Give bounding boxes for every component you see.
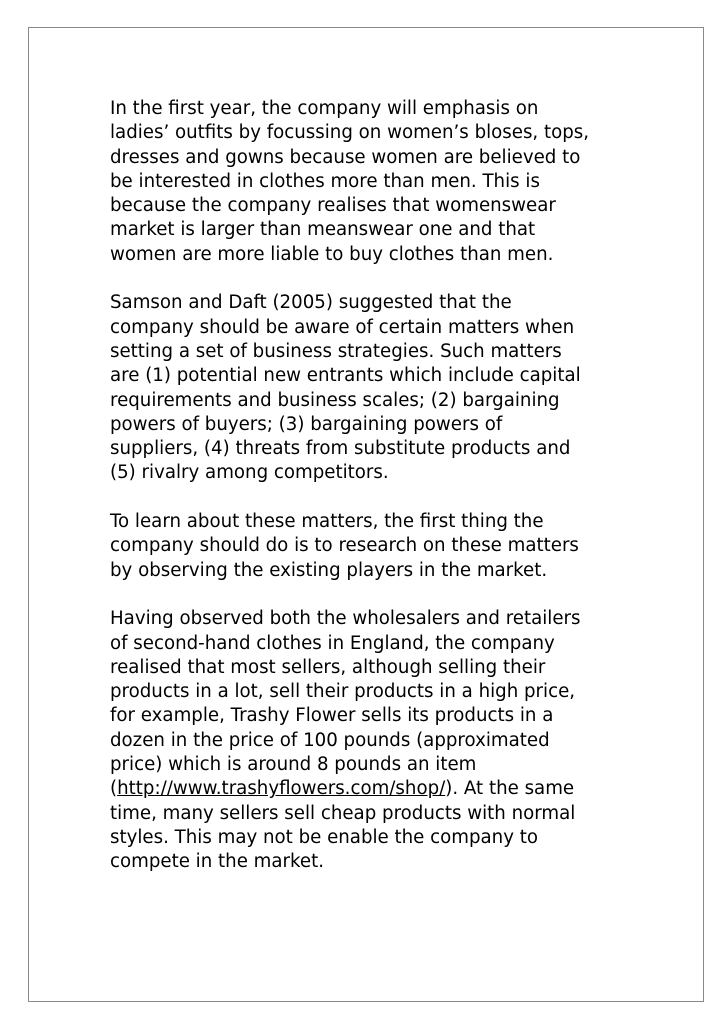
- paragraph-market-observation: [110, 607, 630, 874]
- trashyflowers-link[interactable]: http://www.trashyflowers.com/shop/: [117, 778, 446, 800]
- paragraph-outfits-focus: In the first year, the company will emphasis on ladies’ outfits by focussing on women’s bloses, tops, dresses and gowns because women are believed to be interested in clothes more than men. This is because the company realises that womenswear market is larger than meanswear one and that women are more liable to buy clothes than men.: [110, 98, 590, 265]
- document-page: [28, 27, 704, 1002]
- paragraph-business-strategies: Samson and Daft (2005) suggested that the company should be aware of certain matters when setting a set of business strategies. Such matters are (1) potential new entrants which include capital requirements and business scales; (2) bargaining powers of buyers; (3) bargaining powers of suppliers, (4) threats from substitute products and (5) rivalry among competitors.: [110, 292, 581, 484]
- paragraph-market-observation-tail: ). At the same time, many sellers sell cheap products with normal styles. This may not be enable the company to compete in the market.: [110, 778, 576, 873]
- paragraph-market-observation-lead: Having observed both the wholesalers and retailers of second-hand clothes in England, the company realised that most sellers, although selling their products in a lot, sell their products in a high price, for example, Trashy Flower sells its products in a dozen in the price of 100 pounds (approximated price) which is around 8 pounds an item (: [110, 608, 581, 800]
- document-body: [110, 97, 630, 875]
- paragraph-research-matters: To learn about these matters, the first thing the company should do is to research on these matters by observing the existing players in the market.: [110, 511, 579, 581]
